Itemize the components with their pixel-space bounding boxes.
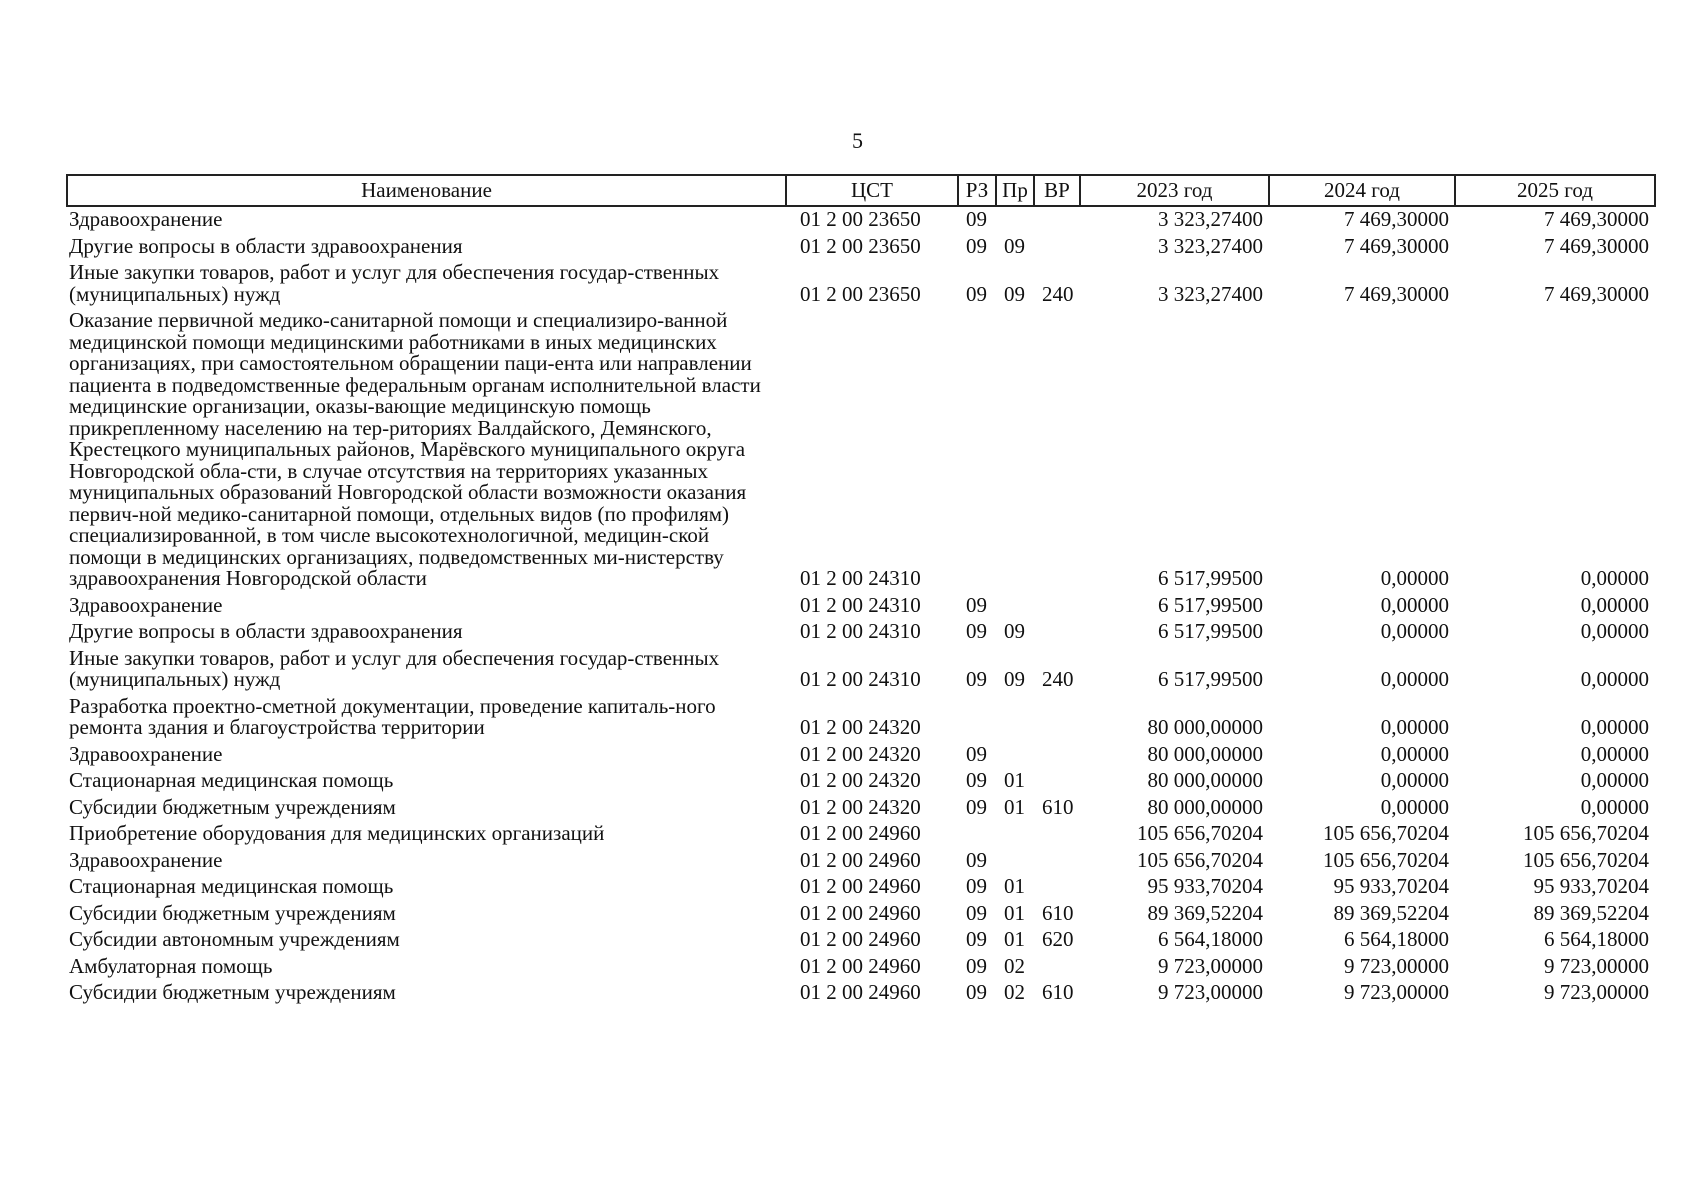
cell-rz: 09: [966, 927, 987, 951]
cell-pr: 09: [1004, 233, 1025, 258]
cell-2024: 0,00000: [1380, 592, 1449, 617]
table-row: [67, 593, 1655, 620]
header-2025: 2025 год: [1455, 175, 1655, 206]
cell-rz: 09: [966, 592, 987, 617]
cell-vr: 620: [1042, 927, 1074, 951]
cell-cst: 01 2 00 24960: [800, 927, 921, 951]
cell-name: Другие вопросы в области здравоохранения: [69, 233, 463, 258]
cell-vr: [1034, 308, 1080, 593]
cell-name: Оказание первичной медико-санитарной помощи и специализиро-ванной медицинской помощи медицинскими работниками в иных медицинских организациях, при самостоятельном обращении паци-ента или направлении пациента в подведомственные федеральным органам исполнительной власти медицинские организации, оказы-вающие медицинскую помощь прикрепленному населению на тер-риториях Валдайского, Демянского, Крестецкого муниципальных районов, Марёвского муниципального округа Новгородской обла-сти, в случае отсутствия на территориях указанных муниципальных образований Новгородской области возможности оказания первич-ной медико-санитарной помощи, отдельных видов (по профилям) специализированной, в том числе высокотехнологичной, медицин-ской помощи в медицинских организациях, подведомственных ми-нистерству здравоохранения Новгородской области: [69, 308, 761, 590]
cell-name: Здравоохранение: [69, 592, 223, 617]
cell-cst: 01 2 00 24960: [800, 900, 921, 925]
cell-2024: 7 469,30000: [1344, 281, 1449, 306]
cell-2024: 0,00000: [1380, 566, 1449, 590]
cell-2025: 0,00000: [1580, 768, 1649, 792]
cell-pr: [996, 821, 1034, 848]
cell-2023: 105 656,70204: [1137, 847, 1263, 872]
cell-2023: 3 323,27400: [1158, 207, 1263, 231]
cell-name: Иные закупки товаров, работ и услуг для обеспечения государ-ственных (муниципальных) нужд: [69, 645, 720, 691]
cell-vr: [1034, 234, 1080, 261]
cell-cst: 01 2 00 24320: [800, 794, 921, 819]
cell-pr: 01: [1004, 927, 1025, 951]
cell-rz: 09: [966, 207, 987, 231]
cell-pr: [996, 848, 1034, 875]
cell-cst: 01 2 00 23650: [800, 207, 921, 231]
cell-name: Другие вопросы в области здравоохранения: [69, 619, 463, 643]
cell-2025: 9 723,00000: [1544, 953, 1649, 978]
cell-name: Стационарная медицинская помощь: [69, 874, 394, 898]
cell-vr: [1034, 619, 1080, 646]
table-row: [67, 308, 1655, 593]
header-name: Наименование: [67, 175, 786, 206]
cell-2025: 9 723,00000: [1544, 980, 1649, 1004]
cell-rz: [958, 821, 996, 848]
cell-2024: 7 469,30000: [1344, 207, 1449, 231]
cell-pr: 01: [1004, 874, 1025, 898]
cell-2023: 105 656,70204: [1137, 821, 1263, 845]
cell-cst: 01 2 00 24310: [800, 619, 921, 643]
cell-2024: 105 656,70204: [1323, 821, 1449, 845]
page-number: 5: [852, 128, 863, 153]
cell-2023: 6 517,99500: [1158, 592, 1263, 617]
header-2023: 2023 год: [1080, 175, 1269, 206]
table-row: [67, 646, 1655, 694]
cell-2025: 7 469,30000: [1544, 207, 1649, 231]
cell-2025: 89 369,52204: [1533, 900, 1649, 925]
cell-2025: 0,00000: [1580, 794, 1649, 819]
cell-2024: 0,00000: [1380, 768, 1449, 792]
cell-2025: 95 933,70204: [1533, 874, 1649, 898]
cell-pr: [996, 742, 1034, 769]
cell-name: Субсидии бюджетным учреждениям: [69, 794, 396, 819]
cell-pr: 01: [1004, 794, 1025, 819]
cell-vr: [1034, 206, 1080, 234]
cell-cst: 01 2 00 23650: [800, 281, 921, 306]
cell-cst: 01 2 00 24960: [800, 847, 921, 872]
cell-cst: 01 2 00 24960: [800, 874, 921, 898]
cell-cst: 01 2 00 24960: [800, 953, 921, 978]
cell-vr: [1034, 593, 1080, 620]
cell-vr: [1034, 768, 1080, 795]
cell-vr: [1034, 821, 1080, 848]
cell-2023: 9 723,00000: [1158, 953, 1263, 978]
cell-2025: 7 469,30000: [1544, 233, 1649, 258]
cell-name: Здравоохранение: [69, 207, 223, 231]
cell-vr: 240: [1042, 667, 1074, 691]
cell-2024: 0,00000: [1380, 741, 1449, 766]
cell-2025: 0,00000: [1580, 592, 1649, 617]
header-2024: 2024 год: [1269, 175, 1455, 206]
cell-2024: 7 469,30000: [1344, 233, 1449, 258]
cell-2023: 6 517,99500: [1158, 667, 1263, 691]
cell-2023: 80 000,00000: [1147, 715, 1263, 739]
cell-cst: 01 2 00 24310: [800, 566, 921, 590]
cell-2024: 95 933,70204: [1333, 874, 1449, 898]
table-row: [67, 901, 1655, 928]
cell-2023: 6 517,99500: [1158, 566, 1263, 590]
cell-2024: 0,00000: [1380, 667, 1449, 691]
cell-name: Амбулаторная помощь: [69, 953, 273, 978]
table-row: [67, 874, 1655, 901]
table-row: [67, 234, 1655, 261]
cell-2023: 3 323,27400: [1158, 281, 1263, 306]
cell-name: Иные закупки товаров, работ и услуг для обеспечения государ-ственных (муниципальных) нужд: [69, 260, 720, 306]
cell-pr: [996, 694, 1034, 742]
cell-rz: 09: [966, 900, 987, 925]
table-row: [67, 206, 1655, 234]
cell-2024: 0,00000: [1380, 794, 1449, 819]
header-rz: РЗ: [958, 175, 996, 206]
cell-vr: [1034, 874, 1080, 901]
cell-rz: 09: [966, 980, 987, 1004]
cell-rz: [958, 694, 996, 742]
cell-name: Здравоохранение: [69, 847, 223, 872]
cell-2025: 0,00000: [1580, 667, 1649, 691]
cell-pr: [996, 593, 1034, 620]
table-header-row: [67, 175, 1655, 206]
cell-2024: 0,00000: [1380, 715, 1449, 739]
cell-2023: 95 933,70204: [1147, 874, 1263, 898]
budget-table: [66, 174, 1656, 1007]
header-pr: Пр: [996, 175, 1034, 206]
cell-2023: 6 517,99500: [1158, 619, 1263, 643]
cell-vr: [1034, 848, 1080, 875]
cell-vr: 610: [1042, 900, 1074, 925]
cell-name: Приобретение оборудования для медицинских организаций: [69, 821, 605, 845]
cell-2024: 105 656,70204: [1323, 847, 1449, 872]
table-row: [67, 742, 1655, 769]
cell-2024: 89 369,52204: [1333, 900, 1449, 925]
table-row: [67, 768, 1655, 795]
cell-2023: 6 564,18000: [1158, 927, 1263, 951]
cell-cst: 01 2 00 24310: [800, 667, 921, 691]
cell-pr: 09: [1004, 667, 1025, 691]
cell-name: Здравоохранение: [69, 741, 223, 766]
cell-rz: 09: [966, 281, 987, 306]
cell-2023: 80 000,00000: [1147, 768, 1263, 792]
cell-rz: 09: [966, 847, 987, 872]
cell-name: Субсидии бюджетным учреждениям: [69, 980, 396, 1004]
cell-cst: 01 2 00 24320: [800, 741, 921, 766]
cell-rz: 09: [966, 953, 987, 978]
cell-pr: 02: [1004, 953, 1025, 978]
table-row: [67, 980, 1655, 1007]
cell-pr: 09: [1004, 281, 1025, 306]
cell-rz: 09: [966, 619, 987, 643]
table-row: [67, 795, 1655, 822]
cell-pr: 02: [1004, 980, 1025, 1004]
cell-vr: [1034, 694, 1080, 742]
cell-name: Стационарная медицинская помощь: [69, 768, 394, 792]
cell-rz: 09: [966, 741, 987, 766]
cell-cst: 01 2 00 23650: [800, 233, 921, 258]
cell-name: Разработка проектно-сметной документации, проведение капиталь-ного ремонта здания и благоустройства территории: [69, 693, 716, 739]
cell-cst: 01 2 00 24310: [800, 592, 921, 617]
cell-2023: 80 000,00000: [1147, 794, 1263, 819]
table-row: [67, 260, 1655, 308]
cell-2025: 6 564,18000: [1544, 927, 1649, 951]
cell-vr: 610: [1042, 980, 1074, 1004]
cell-2025: 0,00000: [1580, 715, 1649, 739]
cell-2025: 105 656,70204: [1523, 847, 1649, 872]
cell-name: Субсидии бюджетным учреждениям: [69, 900, 396, 925]
cell-2025: 0,00000: [1580, 741, 1649, 766]
cell-cst: 01 2 00 24960: [800, 980, 921, 1004]
cell-rz: 09: [966, 768, 987, 792]
cell-cst: 01 2 00 24320: [800, 768, 921, 792]
table-row: [67, 619, 1655, 646]
cell-2023: 9 723,00000: [1158, 980, 1263, 1004]
cell-cst: 01 2 00 24960: [800, 821, 921, 845]
cell-2024: 0,00000: [1380, 619, 1449, 643]
cell-2023: 89 369,52204: [1147, 900, 1263, 925]
cell-pr: 09: [1004, 619, 1025, 643]
cell-rz: 09: [966, 794, 987, 819]
cell-vr: 610: [1042, 794, 1074, 819]
cell-pr: [996, 308, 1034, 593]
cell-pr: [996, 206, 1034, 234]
cell-2023: 80 000,00000: [1147, 741, 1263, 766]
cell-2025: 0,00000: [1580, 566, 1649, 590]
table-row: [67, 954, 1655, 981]
cell-2025: 0,00000: [1580, 619, 1649, 643]
cell-rz: [958, 308, 996, 593]
cell-pr: 01: [1004, 768, 1025, 792]
cell-vr: [1034, 742, 1080, 769]
cell-2024: 6 564,18000: [1344, 927, 1449, 951]
cell-cst: 01 2 00 24320: [800, 715, 921, 739]
cell-vr: 240: [1042, 281, 1074, 306]
cell-2023: 3 323,27400: [1158, 233, 1263, 258]
cell-2025: 105 656,70204: [1523, 821, 1649, 845]
header-cst: ЦСТ: [786, 175, 958, 206]
cell-name: Субсидии автономным учреждениям: [69, 927, 400, 951]
cell-rz: 09: [966, 874, 987, 898]
cell-vr: [1034, 954, 1080, 981]
cell-rz: 09: [966, 233, 987, 258]
table-row: [67, 821, 1655, 848]
cell-pr: 01: [1004, 900, 1025, 925]
table-row: [67, 694, 1655, 742]
cell-2024: 9 723,00000: [1344, 980, 1449, 1004]
cell-2024: 9 723,00000: [1344, 953, 1449, 978]
cell-2025: 7 469,30000: [1544, 281, 1649, 306]
cell-rz: 09: [966, 667, 987, 691]
table-body: [67, 206, 1655, 1007]
header-vr: ВР: [1034, 175, 1080, 206]
table-row: [67, 927, 1655, 954]
table-row: [67, 848, 1655, 875]
